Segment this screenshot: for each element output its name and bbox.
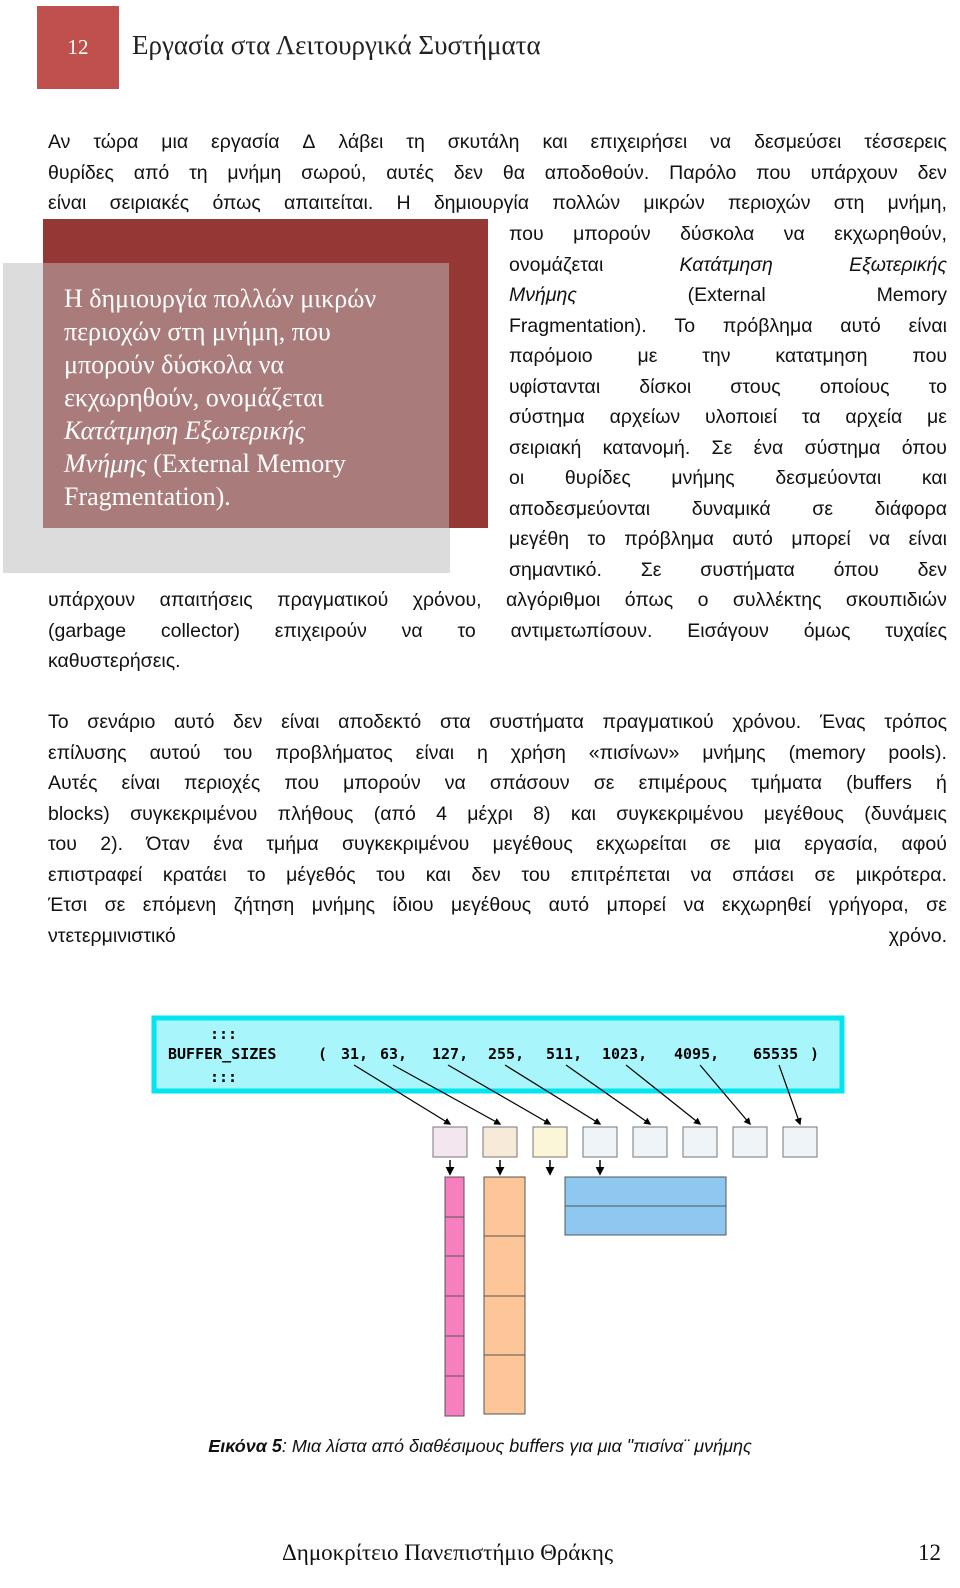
text-word: η <box>477 741 488 764</box>
text-line: ντετερμινιστικό χρόνο. <box>48 924 947 947</box>
pink-buffer-block <box>445 1256 464 1296</box>
text-word: χρόνου, <box>412 589 482 611</box>
text-word: είναι <box>908 528 947 550</box>
text-line <box>509 524 947 555</box>
text-word: σε <box>814 863 836 886</box>
text-word: (External <box>687 284 766 306</box>
pink-buffer-block <box>445 1376 464 1416</box>
pool-head-box <box>633 1127 667 1157</box>
orange-buffer-block <box>484 1355 525 1414</box>
text-word: δεσμεύσει <box>754 131 842 153</box>
memory-pool-figure <box>148 1010 850 1420</box>
text-word: αφού <box>901 833 947 855</box>
text-word: σε <box>593 772 615 794</box>
text-word: πρόβλημα <box>624 528 714 550</box>
text-word: σενάριο <box>87 711 156 733</box>
text-word: οι <box>509 467 525 489</box>
buffer-size-value: 63, <box>380 1045 408 1063</box>
code-keyword: BUFFER_SIZES <box>168 1045 277 1063</box>
code-paren-close: ) <box>810 1045 820 1063</box>
text-word: δεν <box>233 711 263 733</box>
text-word: μεγέθους <box>492 833 573 855</box>
pullquote-line: Fragmentation). <box>64 482 231 511</box>
pink-buffer-block <box>445 1336 464 1376</box>
text-word: από <box>133 161 170 184</box>
text-word: επιχειρήσει <box>590 131 688 153</box>
pool-head-box <box>733 1127 767 1157</box>
text-word: συγκεκριμένου <box>342 833 470 855</box>
text-word: στα <box>439 711 471 733</box>
text-line <box>48 158 947 189</box>
text-word: σε <box>812 497 834 520</box>
text-word: συστήματα <box>489 711 584 733</box>
text-word: μπορεί <box>791 528 851 550</box>
pink-buffer-column <box>445 1177 464 1416</box>
text-line <box>48 799 947 830</box>
text-word: Έτσι <box>48 894 88 916</box>
text-word: δυναμικά <box>691 497 771 520</box>
text-word: Όταν <box>146 833 190 855</box>
text-word: είναι <box>48 192 87 214</box>
text-word: αυτό <box>548 894 590 916</box>
text-word: υλοποιεί <box>704 406 778 428</box>
text-word: τρόπος <box>884 711 947 733</box>
pullquote-italic-term: Μνήμης <box>64 449 147 478</box>
text-word: σύστημα <box>509 406 585 428</box>
text-word: πλήθους <box>277 802 354 825</box>
text-line <box>48 738 947 769</box>
text-word: Εισάγουν <box>687 619 769 642</box>
text-word: ζήτηση <box>233 894 295 916</box>
text-word: θυρίδες <box>564 467 631 489</box>
pullquote-line: μπορούν δύσκολα να <box>64 350 284 379</box>
text-word: σύστημα <box>804 436 881 459</box>
text-word: Το <box>674 314 696 337</box>
text-line: καθυστερήσεις. <box>48 650 181 672</box>
text-line <box>509 463 947 494</box>
buffer-size-value: 127, <box>432 1045 469 1063</box>
text-word: παρόμοιο <box>509 345 593 367</box>
text-word: απαιτείται. <box>284 192 374 214</box>
text-word: μνήμης <box>671 467 735 489</box>
text-word: θυρίδες <box>48 161 114 184</box>
text-word: επιμέρους <box>638 772 727 794</box>
text-line <box>509 219 947 250</box>
text-word: ονομάζεται <box>509 253 604 276</box>
pool-head-box <box>533 1127 567 1157</box>
text-word: με <box>637 345 658 367</box>
text-word: επιτρέπεται <box>570 863 671 886</box>
text-word: πρόβλημα <box>722 314 813 337</box>
text-word: συστήματα <box>700 558 795 581</box>
header-page-number: 12 <box>67 35 89 59</box>
text-word: κατανομή. <box>602 436 691 459</box>
text-word: αποδεσμεύονται <box>509 497 651 520</box>
text-word: μέχρι <box>467 802 513 825</box>
text-word: (δυνάμεις <box>864 802 947 825</box>
text-word: να <box>710 131 732 153</box>
paragraph-1-bottom <box>48 585 947 677</box>
text-word: δύσκολα <box>680 223 755 245</box>
text-word: το <box>587 528 606 550</box>
text-line <box>48 860 947 891</box>
text-line <box>509 250 947 281</box>
text-word: του <box>521 863 551 886</box>
pullquote-line: εκχωρηθούν, ονομάζεται <box>64 383 324 412</box>
text-word: στους <box>730 375 781 398</box>
text-word: πραγματικού <box>602 711 714 733</box>
code-paren-open: ( <box>318 1045 328 1063</box>
text-word: αυτό <box>840 314 881 337</box>
text-word: Ένας <box>819 711 866 733</box>
footer-page-number: 12 <box>918 1540 941 1565</box>
text-word: κρατάει <box>162 863 227 886</box>
text-word: προβλήματος <box>275 741 393 764</box>
text-word: τα <box>801 406 821 428</box>
text-word: εργασία <box>211 131 280 153</box>
text-word: εκχωρηθούν, <box>834 223 947 245</box>
text-word: διάφορα <box>874 497 947 520</box>
chapter-title: Εργασία στα Λειτουργικά Συστήματα <box>132 30 541 60</box>
text-word: που <box>284 772 320 794</box>
pullquote-text <box>64 282 444 513</box>
pool-head-box <box>483 1127 517 1157</box>
text-word: χρόνου. <box>732 711 802 733</box>
text-word: δεσμεύονται <box>775 467 882 489</box>
text-word: Fragmentation). <box>509 314 647 337</box>
paragraph-1-top <box>48 127 947 219</box>
code-dots-bottom: ::: <box>210 1068 238 1086</box>
orange-buffer-block <box>484 1177 525 1236</box>
text-word: όπου <box>901 436 947 459</box>
text-word: μικρότερα. <box>855 863 947 886</box>
text-line <box>48 890 947 921</box>
text-word: σημαντικό. <box>509 558 602 581</box>
text-word: επιστραφεί <box>48 863 143 886</box>
text-word: αντιμετωπίσουν. <box>510 619 653 642</box>
text-word: μεγέθους <box>763 802 844 825</box>
text-word: τμήματα <box>751 772 823 794</box>
buffer-size-value: 65535 <box>753 1045 799 1063</box>
text-word: μεγέθη <box>509 528 570 550</box>
text-word: Σε <box>711 436 733 459</box>
text-word: δίσκοι <box>639 375 692 398</box>
text-word: αποδοθούν. <box>544 161 650 184</box>
text-word: Αυτές <box>48 772 98 794</box>
orange-column-drawn-blocks <box>484 1177 525 1414</box>
text-word: εκχωρηθεί <box>721 894 812 916</box>
paragraph-2 <box>48 707 947 951</box>
text-word: του <box>376 863 406 886</box>
text-word: ή <box>936 772 947 794</box>
text-word: collector) <box>160 619 240 642</box>
pool-head-box <box>683 1127 717 1157</box>
text-word: όπου <box>833 558 879 581</box>
text-word: blocks) <box>48 802 110 825</box>
text-word: αυτού <box>149 741 201 764</box>
text-word: δεν <box>453 161 484 184</box>
text-word: ίδιου <box>392 894 434 916</box>
italic-term: Μνήμης <box>509 284 577 306</box>
text-word: Η <box>396 192 411 214</box>
text-word: σε <box>709 833 731 855</box>
text-word: κατατμηση <box>775 345 868 367</box>
blue-buffer-block-group <box>565 1177 726 1235</box>
pullquote-line: περιοχών στη μνήμη, που <box>64 317 331 346</box>
text-word: Memory <box>876 284 947 306</box>
text-word: δεν <box>917 558 947 581</box>
text-word: δεν <box>917 161 947 184</box>
text-word: τώρα <box>93 131 139 153</box>
caption-text: : Μια λίστα από διαθέσιμους buffers για μια "πισίνα¨ μνήμης <box>281 1436 752 1456</box>
text-word: (garbage <box>48 619 127 642</box>
text-word: τη <box>406 131 425 153</box>
text-word: ένα <box>213 833 244 855</box>
text-line <box>48 768 947 799</box>
text-word: δεν <box>471 863 501 886</box>
italic-term: Εξωτερικής <box>849 253 947 276</box>
text-word: τυχαίες <box>885 619 947 642</box>
figure-caption <box>0 1436 960 1457</box>
code-dots-top: ::: <box>210 1025 238 1043</box>
text-word: να <box>683 894 705 916</box>
pool-head-box <box>433 1127 467 1157</box>
text-word: με <box>927 406 947 428</box>
orange-buffer-block <box>484 1236 525 1296</box>
text-line <box>509 311 947 342</box>
text-word: που <box>756 161 791 184</box>
pullquote-line <box>64 447 444 480</box>
pool-head-box <box>783 1127 817 1157</box>
pink-buffer-block <box>445 1217 464 1256</box>
text-word: γρήγορα, <box>828 894 909 916</box>
text-word: του <box>48 833 77 855</box>
footer-university: Δημοκρίτειο Πανεπιστήμιο Θράκης <box>282 1540 614 1565</box>
text-line <box>509 494 947 525</box>
pink-buffer-block <box>445 1177 464 1217</box>
text-word: εκχωρείται <box>596 833 687 855</box>
text-word: στη <box>833 192 865 214</box>
text-word: του <box>223 741 253 764</box>
pool-head-box <box>583 1127 617 1157</box>
text-word: (buffers <box>846 772 912 794</box>
text-line <box>48 707 947 738</box>
text-word: απαιτήσεις <box>159 589 253 611</box>
text-word: οποίους <box>819 375 890 398</box>
text-line <box>509 402 947 433</box>
buffer-size-value: 1023, <box>602 1045 648 1063</box>
text-word: αυτό <box>732 528 773 550</box>
italic-term: Κατάτμηση <box>679 253 773 276</box>
text-word: μνήμη, <box>887 192 947 214</box>
text-word: το <box>928 375 947 398</box>
text-word: επιχειρούν <box>274 619 367 642</box>
text-word: μια <box>754 833 781 855</box>
buffer-size-value: 4095, <box>674 1045 720 1063</box>
text-word: αρχείων <box>609 406 681 428</box>
text-word: να <box>401 619 423 642</box>
text-word: είναι <box>281 711 320 733</box>
text-line <box>509 280 947 311</box>
text-word: να <box>690 863 712 886</box>
text-word: όπως <box>212 192 261 214</box>
text-line <box>48 829 947 860</box>
text-word: να <box>444 772 466 794</box>
text-line <box>48 188 947 219</box>
text-line <box>48 585 947 616</box>
text-word: περιοχές <box>184 772 261 794</box>
text-word: δημιουργία <box>433 192 530 214</box>
buffer-size-value: 31, <box>341 1045 369 1063</box>
text-word: χρήση <box>510 741 566 764</box>
text-word: είναι <box>415 741 455 764</box>
text-word: Δ <box>302 131 316 153</box>
text-word: μια <box>161 131 189 153</box>
text-line <box>48 616 947 647</box>
text-word: υπάρχουν <box>48 589 136 611</box>
text-word: όμως <box>803 619 851 642</box>
text-word: μνήμης <box>702 741 766 764</box>
text-word: μπορούν <box>343 772 421 794</box>
text-word: να <box>783 223 805 245</box>
text-word: σωρού, <box>301 161 367 184</box>
text-word: και <box>570 802 596 825</box>
paragraph-1-right <box>509 219 947 585</box>
text-word: αλγόριθμοι <box>506 589 601 611</box>
text-word: (memory <box>788 741 866 764</box>
text-word: περιοχών <box>727 192 811 214</box>
text-word: συγκεκριμένου <box>616 802 744 825</box>
text-word: μέγεθός <box>286 863 356 886</box>
text-word: ο <box>697 589 709 611</box>
text-word: λάβει <box>338 131 384 153</box>
text-word: που <box>509 223 544 245</box>
text-word: «πισίνων» <box>588 741 680 764</box>
text-word: και <box>425 863 451 886</box>
text-word: σκυτάλη <box>447 131 520 153</box>
text-word: πολλών <box>552 192 621 214</box>
text-line <box>509 372 947 403</box>
pink-buffer-block <box>445 1296 464 1336</box>
buffer-size-value: 511, <box>546 1045 583 1063</box>
text-word: μνήμης <box>311 894 376 916</box>
text-word: μικρών <box>643 192 705 214</box>
text-word: σε <box>104 894 126 916</box>
text-word: 4 <box>436 802 447 825</box>
text-word: και <box>542 131 568 153</box>
pullquote-line: Η δημιουργία πολλών μικρών <box>64 284 377 313</box>
text-word: ένα <box>753 436 784 459</box>
text-word: συλλέκτης <box>732 589 822 611</box>
text-word: συγκεκριμένου <box>130 802 258 825</box>
text-word: επόμενη <box>142 894 217 916</box>
text-word: να <box>869 528 891 550</box>
text-word: μεγέθους <box>451 894 532 916</box>
text-line <box>48 127 947 158</box>
text-word: σκουπιδιών <box>845 589 947 611</box>
text-word: που <box>912 345 947 367</box>
caption-label: Εικόνα 5 <box>208 1436 282 1456</box>
text-word: είναι <box>121 772 160 794</box>
text-word: θα <box>502 161 525 184</box>
text-word: αποδεκτό <box>338 711 422 733</box>
pool-heads <box>433 1127 817 1157</box>
text-word: επίλυσης <box>48 741 127 764</box>
pullquote-line-rest: (External Memory <box>146 449 346 478</box>
text-word: Σε <box>640 558 662 581</box>
text-word: μπορεί <box>606 894 666 916</box>
text-word: αρχεία <box>845 406 903 428</box>
text-line <box>509 341 947 372</box>
text-word: είναι <box>908 314 947 337</box>
buffer-size-value: 255, <box>488 1045 525 1063</box>
text-word: υφίστανται <box>509 375 601 398</box>
text-word: το <box>247 863 266 886</box>
text-word: μνήμη <box>227 161 282 184</box>
text-word: σε <box>926 894 947 916</box>
text-word: τμήμα <box>266 833 319 855</box>
text-word: (από <box>373 802 416 825</box>
text-word: υπάρχουν <box>810 161 898 184</box>
text-word: αυτές <box>386 161 434 184</box>
text-word: όπως <box>624 589 674 611</box>
pullquote-line: Κατάτμηση Εξωτερικής <box>64 416 306 445</box>
text-word: σειριακή <box>509 436 582 459</box>
text-word: την <box>702 345 731 367</box>
text-word: τέσσερεις <box>864 131 947 153</box>
orange-buffer-block <box>484 1296 525 1355</box>
text-word: εργασία, <box>804 833 879 855</box>
text-word: 2). <box>100 833 124 855</box>
text-word: pools). <box>888 741 947 764</box>
text-word: σπάσει <box>732 863 794 886</box>
text-word: αυτό <box>173 711 215 733</box>
text-word: το <box>457 619 476 642</box>
text-word: τη <box>189 161 208 184</box>
text-word: Το <box>48 711 69 733</box>
text-word: Παρόλο <box>669 161 737 184</box>
text-word: 8) <box>533 802 551 825</box>
text-word: και <box>921 467 947 489</box>
text-word: μπορούν <box>573 223 651 245</box>
text-word: Αν <box>48 131 71 153</box>
text-word: σειριακές <box>109 192 190 214</box>
text-line <box>509 433 947 464</box>
text-word: πραγματικού <box>277 589 389 611</box>
text-word: σπάσουν <box>489 772 570 794</box>
text-line <box>509 555 947 586</box>
